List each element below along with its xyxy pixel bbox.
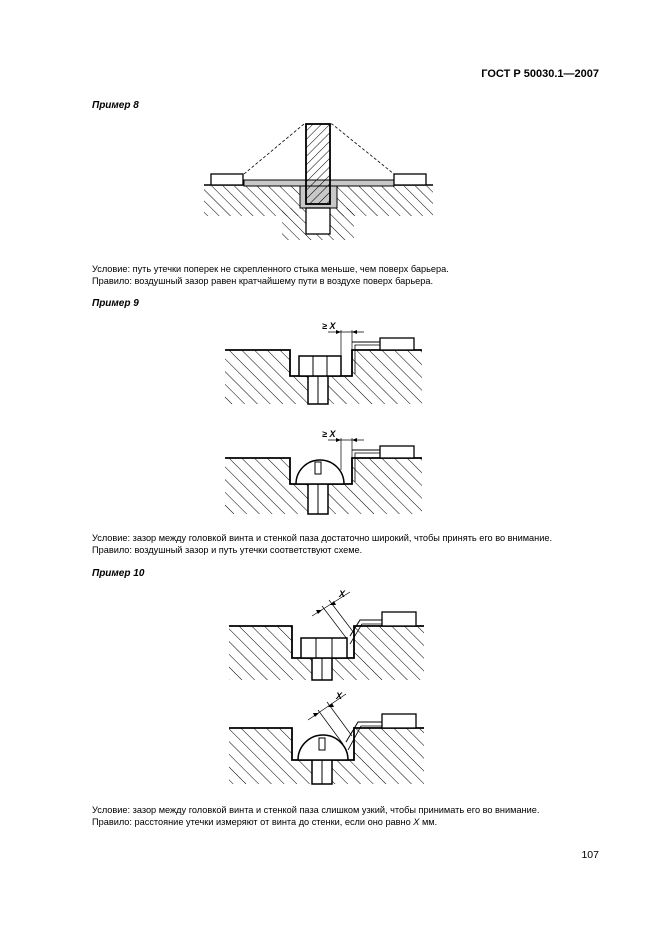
document-header: ГОСТ Р 50030.1—2007 (481, 68, 599, 80)
dim-label-x: X (336, 691, 343, 701)
example-10-figure-b (226, 688, 431, 786)
pad-right (394, 174, 426, 185)
stem (306, 208, 330, 234)
pad-left (211, 174, 243, 185)
example-9-figure-a (222, 318, 427, 408)
screw-head-hex (301, 638, 347, 658)
dim-label-ge-x: ≥ X (322, 429, 336, 439)
example-10-figure-a (226, 588, 431, 684)
dim-label-x: X (339, 589, 346, 599)
example-10-title: Пример 10 (92, 568, 145, 579)
page-number: 107 (581, 849, 599, 861)
example-10-condition: Условие: зазор между головкой винта и стенкой паза слишком узкий, чтобы принимать его во внимание. (92, 805, 540, 815)
example-10-rule: Правило: расстояние утечки измеряют от винта до стенки, если оно равно X мм. (92, 817, 438, 827)
example-9-figure-b (222, 426, 427, 518)
example-9-title: Пример 9 (92, 298, 139, 309)
example-9-condition: Условие: зазор между головкой винта и стенкой паза достаточно широкий, чтобы принять его во внимание. (92, 533, 553, 543)
barrier (306, 124, 330, 204)
dim-label-ge-x: ≥ X (322, 321, 336, 331)
example-8-title: Пример 8 (92, 100, 139, 111)
example-9-rule: Правило: воздушный зазор и путь утечки соответствуют схеме. (92, 545, 363, 555)
example-8-rule: Правило: воздушный зазор равен кратчайшему пути в воздухе поверх барьера. (92, 276, 434, 286)
screw-head-hex (299, 356, 341, 376)
example-8-condition: Условие: путь утечки поперек не скрепленного стыка меньше, чем поверх барьера. (92, 264, 449, 274)
example-8-figure (200, 118, 440, 246)
